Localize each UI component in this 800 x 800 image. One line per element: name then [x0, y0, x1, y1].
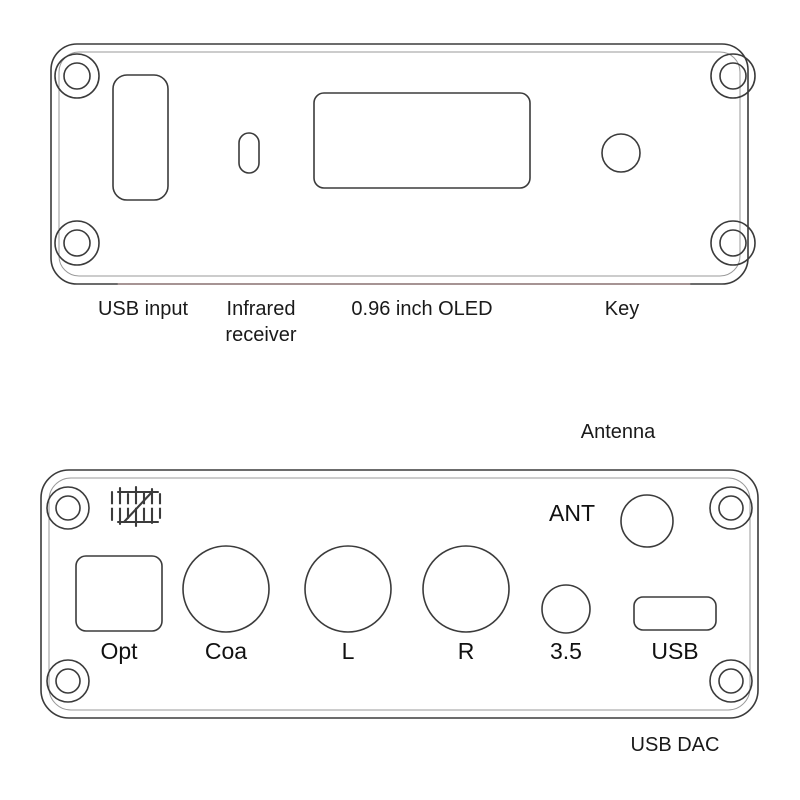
front-key-button: [602, 134, 640, 172]
rear-35mm-jack: [542, 585, 590, 633]
front-oled-window: [314, 93, 530, 188]
label-key: Key: [604, 298, 640, 320]
rear-coaxial-port: [183, 546, 269, 632]
label-coa: Coa: [204, 638, 248, 664]
label-usb-input: USB input: [97, 298, 189, 320]
label-35mm-jack: 3.5: [550, 638, 582, 664]
label-usb-dac: USB DAC: [630, 734, 720, 756]
rear-left-rca-port: [305, 546, 391, 632]
rear-right-rca-port: [423, 546, 509, 632]
front-usb-input-port: [113, 75, 168, 200]
label-left-channel: L: [341, 638, 355, 664]
front-panel-screws: [55, 54, 755, 265]
front-panel-outline: [51, 44, 748, 284]
front-infrared-receiver: [239, 133, 259, 173]
label-usb: USB: [651, 638, 699, 664]
label-oled: 0.96 inch OLED: [351, 298, 493, 320]
label-right-channel: R: [457, 638, 475, 664]
label-infrared-receiver-line2: receiver: [225, 324, 297, 346]
rear-usb-port: [634, 597, 716, 630]
label-antenna: Antenna: [580, 421, 656, 443]
label-ant: ANT: [549, 500, 595, 526]
rear-antenna-port: [621, 495, 673, 547]
label-opt: Opt: [100, 638, 138, 664]
label-infrared-receiver-line1: Infrared: [226, 298, 296, 320]
rear-optical-port: [76, 556, 162, 631]
brand-logo-icon: [108, 487, 164, 526]
